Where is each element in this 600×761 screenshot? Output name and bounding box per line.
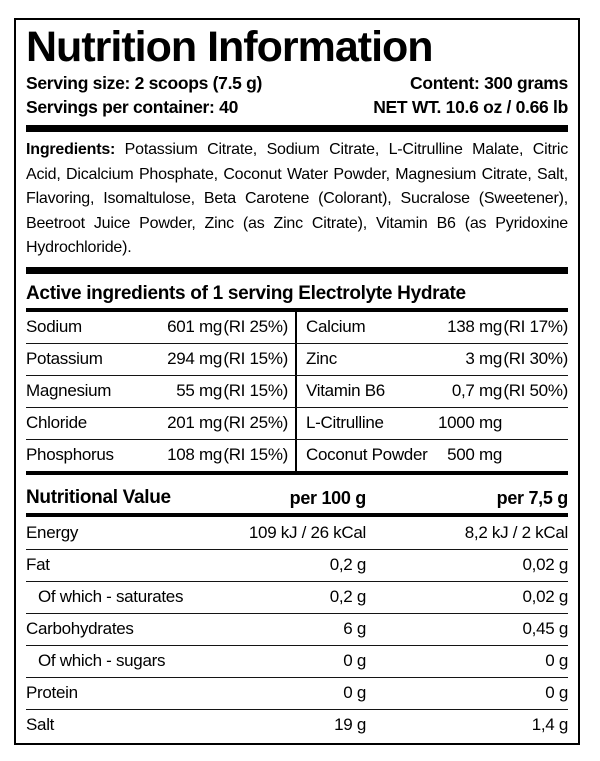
table-row-sugars [26, 645, 568, 677]
serving-size: Serving size: 2 scoops (7.5 g) [26, 73, 263, 93]
nutrition-table [26, 517, 568, 741]
nutrient-amount: 201 mg [167, 413, 222, 432]
nutrient-name: Carbohydrates [26, 619, 134, 638]
table-row [26, 343, 568, 375]
nutrient-amount: 1000 mg [437, 413, 502, 432]
table-row-carbohydrates [26, 613, 568, 645]
serving-info [26, 71, 568, 119]
nutrient-name: Protein [26, 683, 78, 702]
nutrient-name: Phosphorus [26, 445, 114, 464]
table-row-protein [26, 677, 568, 709]
nutrient-value [465, 349, 568, 369]
value-per75: 8,2 kJ / 2 kCal [464, 522, 568, 542]
nutrient-name: Sodium [26, 317, 82, 336]
value-per100: 0 g [343, 683, 366, 702]
servings-per-container: Servings per container: 40 [26, 97, 239, 117]
nutrient-amount: 500 mg [447, 445, 502, 464]
value-per100: 0 g [343, 651, 366, 670]
nutrient-ri: (RI 17%) [503, 317, 568, 336]
table-row [26, 439, 568, 471]
nutrient-ri: (RI 15%) [223, 349, 288, 368]
nutrient-value [167, 349, 288, 369]
nutrient-ri [502, 445, 568, 465]
nutrient-name: L-Citrulline [306, 413, 384, 432]
nutrient-value [447, 317, 568, 337]
ingredients-label: Ingredients: [26, 141, 116, 158]
value-per100: 19 g [334, 715, 366, 734]
active-cell-calcium [297, 312, 568, 343]
nutrient-value [438, 413, 568, 433]
nutrient-ri: (RI 15%) [223, 445, 288, 464]
active-cell-coconut-powder [297, 440, 568, 471]
nutrient-name: Vitamin B6 [306, 381, 385, 400]
nutrient-amount: 108 mg [167, 445, 222, 464]
nutrient-name: Chloride [26, 413, 87, 432]
nutrient-amount: 294 mg [167, 349, 222, 368]
active-cell-potassium [26, 344, 297, 375]
divider-bar-top [26, 125, 568, 132]
value-per100: 109 kJ / 26 kCal [248, 522, 366, 542]
nutrient-name: Fat [26, 555, 50, 574]
active-cell-chloride [26, 408, 297, 439]
table-row-salt [26, 709, 568, 741]
table-row-saturates [26, 581, 568, 613]
nutrient-value [167, 413, 288, 433]
value-per100: 0,2 g [329, 555, 366, 574]
content-weight: Content: 300 grams [410, 73, 568, 93]
value-per100: 0,2 g [329, 587, 366, 606]
value-per75: 0,02 g [522, 587, 568, 606]
nutrient-value [167, 445, 288, 465]
nutrition-label [14, 18, 580, 745]
nutrient-value [176, 381, 288, 401]
active-cell-sodium [26, 312, 297, 343]
table-row [26, 375, 568, 407]
serving-info-row [26, 71, 568, 95]
nutrient-ri: (RI 25%) [223, 317, 288, 336]
divider-bar-middle [26, 267, 568, 274]
column-header-per100: per 100 g [289, 487, 366, 508]
nutrient-name: Of which - saturates [38, 587, 184, 606]
nutrient-name: Calcium [306, 317, 366, 336]
nutrient-amount: 55 mg [176, 381, 222, 400]
nutrient-amount: 0,7 mg [451, 381, 502, 400]
nutrient-name: Potassium [26, 349, 103, 368]
nutrient-name: Zinc [306, 349, 337, 368]
active-cell-phosphorus [26, 440, 297, 471]
nutrient-ri: (RI 30%) [503, 349, 568, 368]
nutrient-value [167, 317, 288, 337]
active-ingredients-table [26, 312, 568, 475]
nutrient-name: Salt [26, 715, 55, 734]
serving-info-row [26, 95, 568, 119]
nutrient-value [447, 445, 568, 465]
nutrient-ri [502, 413, 568, 433]
nutrient-amount: 138 mg [447, 317, 502, 336]
nutrient-amount: 3 mg [465, 349, 502, 368]
nutrient-value [452, 381, 568, 401]
table-row-fat [26, 549, 568, 581]
value-per75: 0 g [545, 683, 568, 702]
table-row-energy [26, 517, 568, 549]
ingredients-paragraph [26, 138, 568, 261]
nutrient-ri: (RI 25%) [223, 413, 288, 432]
active-ingredients-header: Active ingredients of 1 serving Electrolyte Hydrate [26, 280, 568, 312]
active-cell-l-citrulline [297, 408, 568, 439]
nutrient-name: Of which - sugars [38, 651, 166, 670]
nutrition-table-header [26, 483, 568, 517]
table-row [26, 312, 568, 343]
active-cell-vitamin-b6 [297, 376, 568, 407]
value-per75: 0 g [545, 651, 568, 670]
column-header-per75: per 7,5 g [496, 487, 568, 508]
net-weight: NET WT. 10.6 oz / 0.66 lb [373, 97, 568, 117]
ingredients-text: Potassium Citrate, Sodium Citrate, L-Citrulline Malate, Citric Acid, Dicalcium Phosphate, Coconut Water Powder, Magnesium Citrate, Salt, Flavoring, Isomaltulose, Beta Carotene (Colorant), Sucralose (Sweetener), Beetroot Juice Powder, Zinc (as Zinc Citrate), Vitamin B6 (as Pyridoxine Hydrochloride). [26, 141, 568, 256]
column-header-name: Nutritional Value [26, 486, 171, 508]
nutrient-name: Magnesium [26, 381, 112, 400]
page-title: Nutrition Information [26, 23, 433, 71]
nutrient-ri: (RI 15%) [223, 381, 288, 400]
value-per75: 1,4 g [531, 715, 568, 734]
active-cell-zinc [297, 344, 568, 375]
nutrient-ri: (RI 50%) [503, 381, 568, 400]
active-cell-magnesium [26, 376, 297, 407]
value-per75: 0,02 g [522, 555, 568, 574]
nutrient-name: Energy [26, 522, 79, 542]
nutrient-amount: 601 mg [167, 317, 222, 336]
value-per75: 0,45 g [522, 619, 568, 638]
table-row [26, 407, 568, 439]
value-per100: 6 g [343, 619, 366, 638]
nutrient-name: Coconut Powder [306, 445, 428, 464]
